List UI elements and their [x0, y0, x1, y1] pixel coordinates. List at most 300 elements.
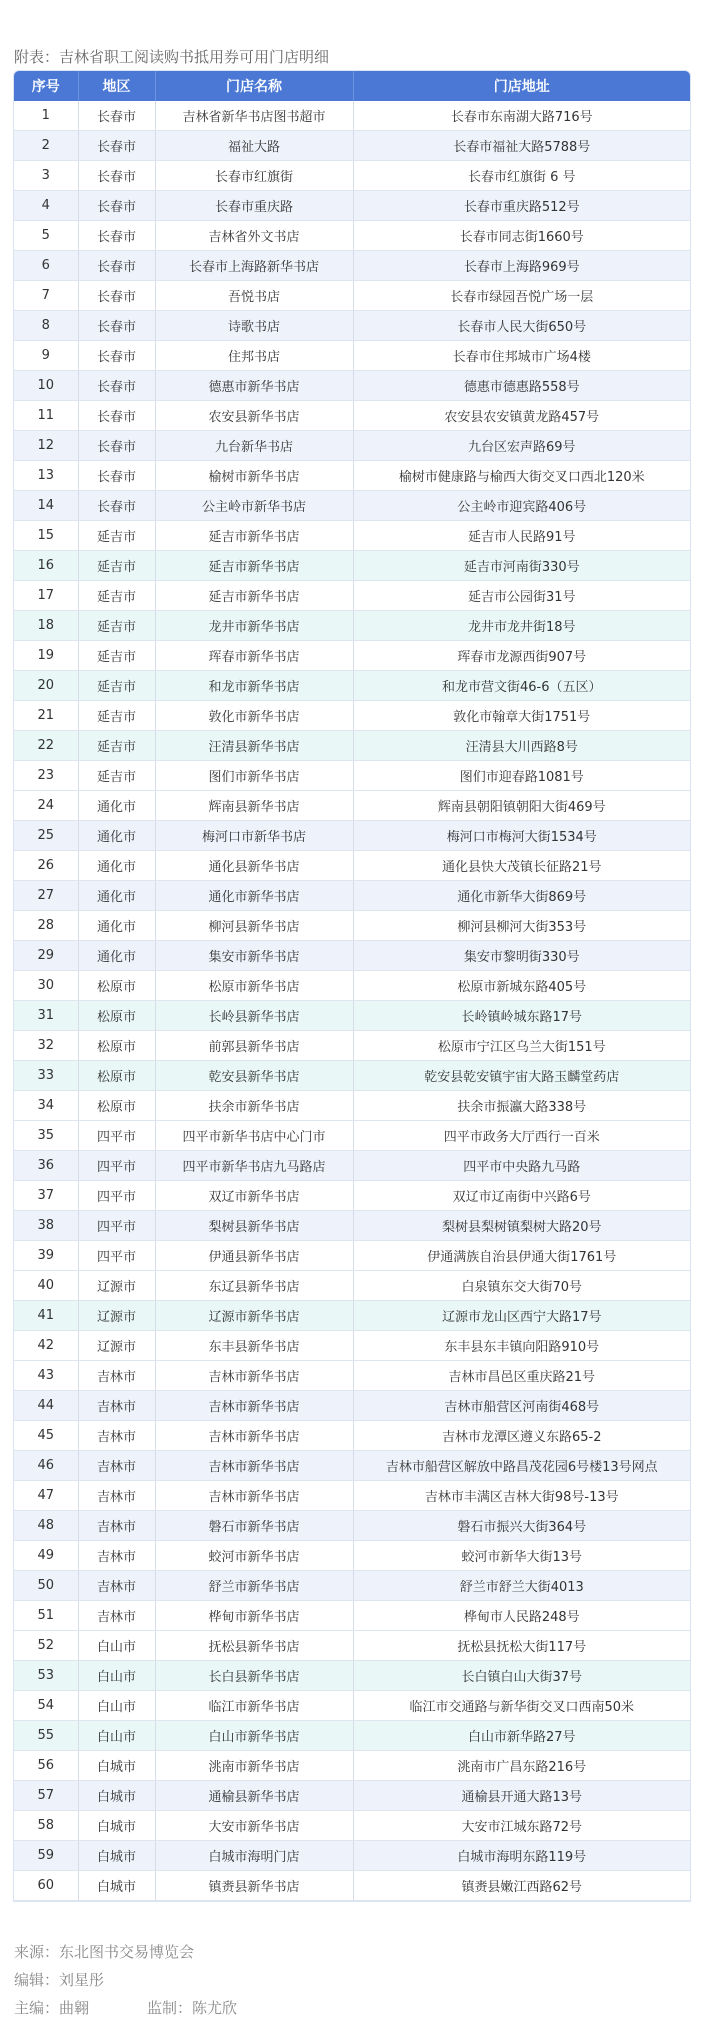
cell-region: 通化市	[78, 791, 155, 821]
cell-store-address: 双辽市辽南街中兴路6号	[353, 1181, 690, 1211]
cell-region: 延吉市	[78, 671, 155, 701]
table-row	[14, 1331, 690, 1361]
cell-store-name: 四平市新华书店九马路店	[155, 1151, 353, 1181]
cell-store-address: 延吉市公园街31号	[353, 581, 690, 611]
cell-region: 长春市	[78, 371, 155, 401]
cell-index: 5	[14, 221, 78, 251]
cell-region: 辽源市	[78, 1331, 155, 1361]
table-row	[14, 401, 690, 431]
table-row	[14, 551, 690, 581]
cell-store-address: 九台区宏声路69号	[353, 431, 690, 461]
cell-region: 白城市	[78, 1781, 155, 1811]
cell-region: 通化市	[78, 821, 155, 851]
cell-store-address: 长白镇白山大街37号	[353, 1661, 690, 1691]
cell-index: 49	[14, 1541, 78, 1571]
cell-index: 25	[14, 821, 78, 851]
cell-store-name: 四平市新华书店中心门市	[155, 1121, 353, 1151]
cell-store-name: 临江市新华书店	[155, 1691, 353, 1721]
cell-index: 18	[14, 611, 78, 641]
cell-index: 58	[14, 1811, 78, 1841]
cell-store-address: 通化县快大茂镇长征路21号	[353, 851, 690, 881]
table-row	[14, 1271, 690, 1301]
table-row	[14, 1751, 690, 1781]
cell-index: 26	[14, 851, 78, 881]
cell-store-name: 通化市新华书店	[155, 881, 353, 911]
header-region: 地区	[78, 71, 155, 101]
table-row	[14, 611, 690, 641]
cell-region: 延吉市	[78, 551, 155, 581]
table-row	[14, 371, 690, 401]
cell-store-name: 延吉市新华书店	[155, 551, 353, 581]
cell-store-name: 辽源市新华书店	[155, 1301, 353, 1331]
cell-store-name: 集安市新华书店	[155, 941, 353, 971]
table-row	[14, 761, 690, 791]
cell-store-name: 抚松县新华书店	[155, 1631, 353, 1661]
cell-store-name: 吉林市新华书店	[155, 1361, 353, 1391]
cell-store-address: 和龙市营文街46-6（五区）	[353, 671, 690, 701]
cell-store-address: 敦化市翰章大街1751号	[353, 701, 690, 731]
cell-store-address: 梨树县梨树镇梨树大路20号	[353, 1211, 690, 1241]
cell-store-name: 吉林市新华书店	[155, 1451, 353, 1481]
cell-store-address: 东丰县东丰镇向阳路910号	[353, 1331, 690, 1361]
cell-store-name: 长白县新华书店	[155, 1661, 353, 1691]
cell-store-name: 吉林省外文书店	[155, 221, 353, 251]
table-row	[14, 251, 690, 281]
cell-store-name: 前郭县新华书店	[155, 1031, 353, 1061]
cell-region: 长春市	[78, 221, 155, 251]
cell-store-address: 长春市重庆路512号	[353, 191, 690, 221]
cell-store-address: 扶余市振瀛大路338号	[353, 1091, 690, 1121]
table-row	[14, 791, 690, 821]
cell-store-address: 松原市新城东路405号	[353, 971, 690, 1001]
cell-region: 四平市	[78, 1211, 155, 1241]
cell-store-address: 吉林市船营区河南街468号	[353, 1391, 690, 1421]
cell-store-address: 吉林市龙潭区遵义东路65-2	[353, 1421, 690, 1451]
cell-store-name: 图们市新华书店	[155, 761, 353, 791]
cell-store-address: 白山市新华路27号	[353, 1721, 690, 1751]
cell-index: 29	[14, 941, 78, 971]
cell-store-address: 德惠市德惠路558号	[353, 371, 690, 401]
table-row	[14, 1301, 690, 1331]
cell-store-name: 大安市新华书店	[155, 1811, 353, 1841]
cell-index: 9	[14, 341, 78, 371]
cell-store-address: 吉林市船营区解放中路昌茂花园6号楼13号网点	[353, 1451, 690, 1481]
cell-region: 延吉市	[78, 581, 155, 611]
cell-store-address: 吉林市丰满区吉林大街98号-13号	[353, 1481, 690, 1511]
table-row	[14, 311, 690, 341]
table-row	[14, 1451, 690, 1481]
table-row	[14, 1871, 690, 1901]
cell-index: 7	[14, 281, 78, 311]
cell-store-name: 延吉市新华书店	[155, 521, 353, 551]
cell-store-address: 松原市宁江区乌兰大街151号	[353, 1031, 690, 1061]
cell-store-name: 珲春市新华书店	[155, 641, 353, 671]
cell-index: 56	[14, 1751, 78, 1781]
table-row	[14, 671, 690, 701]
table-row	[14, 1001, 690, 1031]
cell-store-name: 长岭县新华书店	[155, 1001, 353, 1031]
cell-index: 13	[14, 461, 78, 491]
cell-region: 松原市	[78, 1091, 155, 1121]
cell-region: 吉林市	[78, 1421, 155, 1451]
cell-index: 24	[14, 791, 78, 821]
cell-store-name: 伊通县新华书店	[155, 1241, 353, 1271]
cell-store-address: 抚松县抚松大街117号	[353, 1631, 690, 1661]
table-row	[14, 881, 690, 911]
cell-store-address: 集安市黎明街330号	[353, 941, 690, 971]
cell-store-address: 舒兰市舒兰大街4013	[353, 1571, 690, 1601]
cell-region: 白城市	[78, 1871, 155, 1901]
table-row	[14, 1421, 690, 1451]
cell-region: 吉林市	[78, 1391, 155, 1421]
table-row	[14, 821, 690, 851]
cell-index: 52	[14, 1631, 78, 1661]
cell-region: 通化市	[78, 941, 155, 971]
cell-region: 松原市	[78, 1031, 155, 1061]
cell-store-name: 和龙市新华书店	[155, 671, 353, 701]
cell-store-address: 长春市福祉大路5788号	[353, 131, 690, 161]
table-row	[14, 1241, 690, 1271]
cell-store-name: 白山市新华书店	[155, 1721, 353, 1751]
cell-store-name: 吉林市新华书店	[155, 1421, 353, 1451]
cell-index: 55	[14, 1721, 78, 1751]
cell-store-name: 诗歌书店	[155, 311, 353, 341]
cell-store-address: 通化市新华大街869号	[353, 881, 690, 911]
cell-store-name: 公主岭市新华书店	[155, 491, 353, 521]
cell-region: 通化市	[78, 881, 155, 911]
cell-store-address: 龙井市龙井街18号	[353, 611, 690, 641]
cell-region: 长春市	[78, 401, 155, 431]
cell-store-name: 扶余市新华书店	[155, 1091, 353, 1121]
cell-store-name: 松原市新华书店	[155, 971, 353, 1001]
cell-store-name: 磐石市新华书店	[155, 1511, 353, 1541]
cell-region: 长春市	[78, 311, 155, 341]
cell-store-address: 辉南县朝阳镇朝阳大街469号	[353, 791, 690, 821]
header-index: 序号	[14, 71, 78, 101]
cell-region: 辽源市	[78, 1301, 155, 1331]
cell-store-name: 农安县新华书店	[155, 401, 353, 431]
cell-store-address: 长春市绿园吾悦广场一层	[353, 281, 690, 311]
cell-store-address: 吉林市昌邑区重庆路21号	[353, 1361, 690, 1391]
cell-store-name: 住邦书店	[155, 341, 353, 371]
cell-store-name: 蛟河市新华书店	[155, 1541, 353, 1571]
table-row	[14, 1091, 690, 1121]
cell-index: 47	[14, 1481, 78, 1511]
cell-region: 通化市	[78, 851, 155, 881]
cell-store-name: 吾悦书店	[155, 281, 353, 311]
cell-store-name: 汪清县新华书店	[155, 731, 353, 761]
table-header-row	[14, 71, 690, 101]
cell-store-name: 敦化市新华书店	[155, 701, 353, 731]
cell-region: 长春市	[78, 101, 155, 131]
table-row	[14, 1391, 690, 1421]
cell-index: 22	[14, 731, 78, 761]
cell-store-name: 双辽市新华书店	[155, 1181, 353, 1211]
cell-store-name: 通榆县新华书店	[155, 1781, 353, 1811]
cell-region: 松原市	[78, 1001, 155, 1031]
table-row	[14, 221, 690, 251]
cell-index: 23	[14, 761, 78, 791]
cell-index: 17	[14, 581, 78, 611]
cell-index: 31	[14, 1001, 78, 1031]
cell-store-name: 白城市海明门店	[155, 1841, 353, 1871]
cell-store-name: 九台新华书店	[155, 431, 353, 461]
cell-region: 吉林市	[78, 1571, 155, 1601]
table-row	[14, 1361, 690, 1391]
cell-region: 四平市	[78, 1181, 155, 1211]
cell-index: 1	[14, 101, 78, 131]
table-row	[14, 1661, 690, 1691]
table-row	[14, 191, 690, 221]
table-row	[14, 1181, 690, 1211]
cell-index: 21	[14, 701, 78, 731]
table-row	[14, 731, 690, 761]
cell-region: 长春市	[78, 461, 155, 491]
cell-store-name: 吉林市新华书店	[155, 1391, 353, 1421]
cell-index: 33	[14, 1061, 78, 1091]
cell-store-address: 珲春市龙源西街907号	[353, 641, 690, 671]
cell-store-address: 延吉市河南街330号	[353, 551, 690, 581]
cell-store-address: 四平市中央路九马路	[353, 1151, 690, 1181]
cell-region: 长春市	[78, 161, 155, 191]
cell-store-name: 延吉市新华书店	[155, 581, 353, 611]
cell-store-name: 长春市上海路新华书店	[155, 251, 353, 281]
cell-index: 32	[14, 1031, 78, 1061]
cell-index: 27	[14, 881, 78, 911]
cell-region: 长春市	[78, 281, 155, 311]
table-row	[14, 1031, 690, 1061]
cell-index: 39	[14, 1241, 78, 1271]
cell-region: 白山市	[78, 1661, 155, 1691]
table-row	[14, 941, 690, 971]
cell-index: 19	[14, 641, 78, 671]
table-row	[14, 1211, 690, 1241]
table-row	[14, 1691, 690, 1721]
cell-store-address: 长岭镇岭城东路17号	[353, 1001, 690, 1031]
cell-index: 34	[14, 1091, 78, 1121]
cell-region: 松原市	[78, 1061, 155, 1091]
cell-store-address: 白泉镇东交大街70号	[353, 1271, 690, 1301]
cell-store-name: 辉南县新华书店	[155, 791, 353, 821]
cell-region: 延吉市	[78, 611, 155, 641]
cell-region: 松原市	[78, 971, 155, 1001]
cell-region: 白城市	[78, 1751, 155, 1781]
cell-region: 白城市	[78, 1811, 155, 1841]
cell-store-name: 吉林省新华书店图书超市	[155, 101, 353, 131]
cell-index: 11	[14, 401, 78, 431]
cell-store-address: 长春市住邦城市广场4楼	[353, 341, 690, 371]
cell-region: 白山市	[78, 1631, 155, 1661]
cell-index: 38	[14, 1211, 78, 1241]
table-row	[14, 491, 690, 521]
cell-store-address: 榆树市健康路与榆西大街交叉口西北120米	[353, 461, 690, 491]
cell-index: 4	[14, 191, 78, 221]
cell-store-address: 伊通满族自治县伊通大街1761号	[353, 1241, 690, 1271]
cell-region: 延吉市	[78, 731, 155, 761]
table-row	[14, 971, 690, 1001]
cell-store-address: 临江市交通路与新华街交叉口西南50米	[353, 1691, 690, 1721]
table-row	[14, 341, 690, 371]
cell-region: 延吉市	[78, 701, 155, 731]
table-body	[14, 101, 690, 1901]
table-row	[14, 1721, 690, 1751]
header-store-address: 门店地址	[353, 71, 690, 101]
cell-index: 35	[14, 1121, 78, 1151]
table-row	[14, 281, 690, 311]
table-row	[14, 1121, 690, 1151]
cell-region: 四平市	[78, 1241, 155, 1271]
cell-region: 通化市	[78, 911, 155, 941]
cell-store-address: 汪清县大川西路8号	[353, 731, 690, 761]
footer-chief-editor: 主编：曲翱	[14, 1999, 90, 2017]
footer-editor: 编辑：刘星彤	[14, 1971, 105, 1989]
cell-store-address: 长春市人民大街650号	[353, 311, 690, 341]
cell-store-name: 洮南市新华书店	[155, 1751, 353, 1781]
cell-index: 36	[14, 1151, 78, 1181]
table-row	[14, 1601, 690, 1631]
cell-region: 吉林市	[78, 1601, 155, 1631]
cell-region: 吉林市	[78, 1541, 155, 1571]
cell-region: 四平市	[78, 1121, 155, 1151]
table-row	[14, 161, 690, 191]
cell-region: 长春市	[78, 491, 155, 521]
cell-region: 吉林市	[78, 1361, 155, 1391]
cell-index: 51	[14, 1601, 78, 1631]
cell-region: 白山市	[78, 1691, 155, 1721]
cell-store-address: 通榆县开通大路13号	[353, 1781, 690, 1811]
cell-region: 白城市	[78, 1841, 155, 1871]
cell-index: 50	[14, 1571, 78, 1601]
table-row	[14, 1511, 690, 1541]
table-row	[14, 851, 690, 881]
table-row	[14, 521, 690, 551]
table-row	[14, 1541, 690, 1571]
cell-store-address: 长春市东南湖大路716号	[353, 101, 690, 131]
cell-store-name: 舒兰市新华书店	[155, 1571, 353, 1601]
cell-store-address: 农安县农安镇黄龙路457号	[353, 401, 690, 431]
cell-index: 44	[14, 1391, 78, 1421]
cell-region: 长春市	[78, 431, 155, 461]
cell-store-name: 福祉大路	[155, 131, 353, 161]
cell-region: 四平市	[78, 1151, 155, 1181]
cell-region: 延吉市	[78, 761, 155, 791]
store-table	[13, 70, 691, 1902]
cell-index: 20	[14, 671, 78, 701]
cell-store-name: 长春市重庆路	[155, 191, 353, 221]
cell-store-address: 乾安县乾安镇宇宙大路玉麟堂药店	[353, 1061, 690, 1091]
cell-index: 48	[14, 1511, 78, 1541]
table-row	[14, 431, 690, 461]
cell-store-name: 镇赉县新华书店	[155, 1871, 353, 1901]
cell-index: 10	[14, 371, 78, 401]
cell-store-address: 蛟河市新华大街13号	[353, 1541, 690, 1571]
cell-store-name: 梨树县新华书店	[155, 1211, 353, 1241]
cell-index: 45	[14, 1421, 78, 1451]
cell-store-address: 大安市江城东路72号	[353, 1811, 690, 1841]
cell-index: 37	[14, 1181, 78, 1211]
cell-store-address: 洮南市广昌东路216号	[353, 1751, 690, 1781]
cell-region: 延吉市	[78, 521, 155, 551]
cell-index: 46	[14, 1451, 78, 1481]
cell-region: 长春市	[78, 251, 155, 281]
cell-index: 8	[14, 311, 78, 341]
cell-region: 吉林市	[78, 1451, 155, 1481]
table-row	[14, 461, 690, 491]
table-row	[14, 641, 690, 671]
cell-index: 59	[14, 1841, 78, 1871]
footer-source: 来源：东北图书交易博览会	[14, 1943, 195, 1961]
cell-store-name: 东丰县新华书店	[155, 1331, 353, 1361]
table-row	[14, 1811, 690, 1841]
cell-index: 42	[14, 1331, 78, 1361]
table-row	[14, 1631, 690, 1661]
cell-store-address: 长春市红旗街 6 号	[353, 161, 690, 191]
cell-store-name: 吉林市新华书店	[155, 1481, 353, 1511]
table-row	[14, 131, 690, 161]
table-row	[14, 1571, 690, 1601]
footer-supervisor: 监制：陈尤欣	[147, 1999, 238, 2017]
table-row	[14, 1481, 690, 1511]
cell-index: 60	[14, 1871, 78, 1901]
cell-store-name: 长春市红旗街	[155, 161, 353, 191]
table-row	[14, 1151, 690, 1181]
cell-store-name: 柳河县新华书店	[155, 911, 353, 941]
cell-store-address: 辽源市龙山区西宁大路17号	[353, 1301, 690, 1331]
cell-store-address: 白城市海明东路119号	[353, 1841, 690, 1871]
cell-index: 41	[14, 1301, 78, 1331]
cell-store-name: 梅河口市新华书店	[155, 821, 353, 851]
cell-store-name: 榆树市新华书店	[155, 461, 353, 491]
table-row	[14, 1061, 690, 1091]
cell-store-name: 通化县新华书店	[155, 851, 353, 881]
cell-index: 2	[14, 131, 78, 161]
cell-store-address: 延吉市人民路91号	[353, 521, 690, 551]
table-row	[14, 1841, 690, 1871]
table-row	[14, 701, 690, 731]
cell-store-address: 柳河县柳河大街353号	[353, 911, 690, 941]
cell-region: 长春市	[78, 191, 155, 221]
cell-region: 长春市	[78, 131, 155, 161]
cell-index: 57	[14, 1781, 78, 1811]
cell-region: 延吉市	[78, 641, 155, 671]
table-row	[14, 101, 690, 131]
footer-credits	[14, 1997, 237, 2018]
cell-index: 53	[14, 1661, 78, 1691]
cell-store-name: 乾安县新华书店	[155, 1061, 353, 1091]
cell-store-address: 长春市上海路969号	[353, 251, 690, 281]
cell-region: 白山市	[78, 1721, 155, 1751]
cell-region: 辽源市	[78, 1271, 155, 1301]
cell-index: 12	[14, 431, 78, 461]
table-row	[14, 581, 690, 611]
cell-store-name: 龙井市新华书店	[155, 611, 353, 641]
cell-index: 28	[14, 911, 78, 941]
cell-region: 吉林市	[78, 1481, 155, 1511]
cell-region: 吉林市	[78, 1511, 155, 1541]
cell-store-name: 德惠市新华书店	[155, 371, 353, 401]
cell-index: 3	[14, 161, 78, 191]
cell-index: 14	[14, 491, 78, 521]
cell-store-name: 东辽县新华书店	[155, 1271, 353, 1301]
cell-store-address: 长春市同志街1660号	[353, 221, 690, 251]
cell-index: 30	[14, 971, 78, 1001]
table-row	[14, 911, 690, 941]
cell-index: 43	[14, 1361, 78, 1391]
cell-region: 长春市	[78, 341, 155, 371]
cell-store-name: 桦甸市新华书店	[155, 1601, 353, 1631]
cell-index: 40	[14, 1271, 78, 1301]
cell-index: 6	[14, 251, 78, 281]
